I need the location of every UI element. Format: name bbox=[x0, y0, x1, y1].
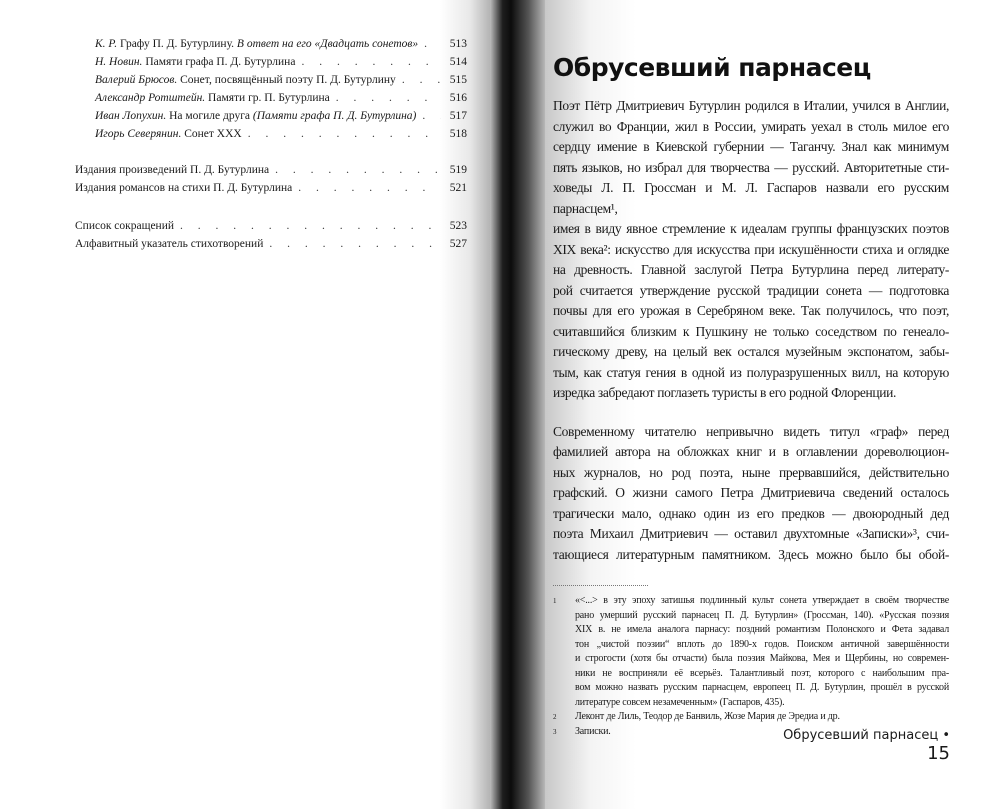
toc-title: Памяти графа П. Д. Бутурлина bbox=[145, 56, 296, 68]
text-line: рой считается утверждение русской традиции сонета — подготовка bbox=[553, 282, 949, 298]
page-number: 15 bbox=[927, 743, 950, 764]
toc-entry[interactable] bbox=[75, 235, 467, 253]
footnote-line: Записки. bbox=[575, 725, 611, 737]
footnote-line: рано умерший русский парнасец П. Д. Бутурлин» (Гроссман, 140). «Русская поэзия bbox=[575, 609, 949, 621]
toc-entry[interactable] bbox=[95, 71, 467, 89]
text-line: ных журналов, но род поэта, ныне прервавшийся, действительно bbox=[553, 464, 949, 480]
text-line: фамилией автора на обложках книг и в оглавлении дореволюцион- bbox=[553, 444, 949, 459]
text-line: считавшийся близким к Пушкину не только соседством по генеало- bbox=[553, 323, 949, 339]
text-line: на древность. Главной заслугой Петра Бутурлина перед литерату- bbox=[553, 262, 949, 277]
footnote-divider bbox=[553, 585, 648, 586]
toc-entry[interactable] bbox=[95, 53, 467, 71]
toc-title: На могиле друга bbox=[169, 110, 251, 122]
dot-leader bbox=[248, 125, 441, 143]
toc-entry-text bbox=[95, 89, 330, 107]
toc-entry[interactable] bbox=[95, 125, 467, 143]
toc-title: Сонет XXX bbox=[184, 128, 242, 140]
toc-page: 516 bbox=[449, 92, 467, 104]
chapter-column bbox=[553, 50, 949, 739]
dot-leader bbox=[422, 107, 441, 125]
toc-page: 515 bbox=[449, 74, 467, 86]
toc-title: Список сокращений bbox=[75, 220, 175, 232]
toc-entry[interactable] bbox=[75, 179, 467, 197]
toc-page: 521 bbox=[449, 182, 467, 194]
footnote bbox=[553, 710, 949, 725]
text-line: поэта Михаил Дмитриевич — оставил двухтомные «Записки»³, счи- bbox=[553, 526, 949, 541]
footer-bullet: • bbox=[942, 728, 950, 743]
toc-group-poems bbox=[95, 35, 467, 143]
text-line: трагически мало, однако один из его предков — двоюродный дед bbox=[553, 505, 949, 521]
toc-entry-text bbox=[95, 35, 418, 53]
toc-title: Графу П. Д. Бутурлину. bbox=[120, 38, 235, 50]
footnote-line: «<...> в эту эпоху затишья подлинный культ сонета утверждает в своём творчестве bbox=[575, 595, 949, 606]
toc-subtitle: (Памяти графа П. Д. Бутурлина) bbox=[252, 110, 417, 122]
footnote-line: ники не восприняли её всерьёз. Талантливый поэт, которого с наибольшим пра- bbox=[575, 667, 949, 679]
toc-entry-text bbox=[95, 107, 416, 125]
footnote-line: и строгости (хотя бы отчасти) была поэзия Майкова, Мея и Щербины, но современ- bbox=[575, 653, 949, 664]
toc-page: 518 bbox=[449, 128, 467, 140]
toc-title: Издания произведений П. Д. Бутурлина bbox=[75, 164, 270, 176]
toc-entry-text bbox=[95, 71, 396, 89]
toc-page: 519 bbox=[449, 164, 467, 176]
text-line: Поэт Пётр Дмитриевич Бутурлин родился в Италии, учился в Англии, bbox=[553, 98, 949, 113]
text-line: пять языков, но избрал для творчества — русский. Авторитетные сти- bbox=[553, 159, 949, 175]
footnote-text bbox=[575, 594, 949, 710]
text-line: почвы для его урожая в Серебряном веке. Так получилось, что поэт, bbox=[553, 303, 949, 318]
dot-leader bbox=[275, 161, 441, 179]
footnote-line: литературе совсем незамеченным» (Гаспаров, 435). bbox=[575, 696, 785, 708]
toc-entry[interactable] bbox=[75, 161, 467, 179]
toc-entry-text bbox=[75, 179, 292, 197]
text-line: сердцу имение в Киевской губернии — Таганчу. Знал как минимум bbox=[553, 139, 949, 154]
dot-leader bbox=[180, 217, 441, 235]
dot-leader bbox=[298, 179, 441, 197]
text-line: Современному читателю непривычно видеть титул «граф» перед bbox=[553, 423, 949, 439]
toc-entry[interactable] bbox=[75, 217, 467, 235]
text-line: графский. О жизни самого Петра Дмитриевича сведений осталось bbox=[553, 485, 949, 500]
page-footer bbox=[760, 728, 950, 764]
text-line: тающиеся литературным памятником. Здесь можно было бы обой- bbox=[553, 546, 949, 562]
toc-author: К. Р. bbox=[95, 38, 118, 50]
toc-entry-text bbox=[75, 235, 263, 253]
toc-title: Алфавитный указатель стихотворений bbox=[75, 238, 264, 250]
chapter-title: Обрусевший парнасец bbox=[553, 53, 871, 82]
toc-title: Издания романсов на стихи П. Д. Бутурлина bbox=[75, 182, 293, 194]
text-line: служил во Франции, жил в России, умирать уехал в столь милое его bbox=[553, 118, 949, 134]
toc-page: 513 bbox=[449, 38, 467, 50]
toc-page: 523 bbox=[449, 220, 467, 232]
paragraph-1 bbox=[553, 96, 949, 404]
toc-page: 527 bbox=[449, 238, 467, 250]
paragraph-2 bbox=[553, 422, 949, 566]
text-line: гическому древу, на целый век остался музейным экспонатом, забы- bbox=[553, 344, 949, 359]
toc-title: Сонет, посвящённый поэту П. Д. Бутурлину bbox=[180, 74, 396, 86]
text-line: тым, как статуя гения в одной из полуразрушенных вилл, на которую bbox=[553, 364, 949, 380]
text-line: ховеды Л. П. Гроссман и М. Л. Гаспаров назвали его русским парнасцем¹, bbox=[553, 180, 949, 216]
footnotes bbox=[553, 594, 949, 739]
toc-author: Игорь Северянин. bbox=[95, 128, 182, 140]
text-line: имея в виду явное стремление к идеалам группы французских поэтов bbox=[553, 221, 949, 236]
toc-page: 517 bbox=[449, 110, 467, 122]
running-title: Обрусевший парнасец bbox=[783, 728, 939, 743]
toc-entry[interactable] bbox=[95, 89, 467, 107]
toc-entry-text bbox=[75, 161, 269, 179]
toc-author: Александр Ротштейн. bbox=[95, 92, 206, 104]
footnote-line: Леконт де Лиль, Теодор де Банвиль, Жозе Мария де Эредиа и др. bbox=[575, 711, 840, 722]
text-line: XIX века²: искусство для искусства при искушённости стиха и оглядке bbox=[553, 241, 949, 257]
footnote bbox=[553, 594, 949, 710]
toc-subtitle: В ответ на его «Двадцать сонетов» bbox=[236, 38, 419, 50]
dot-leader bbox=[269, 235, 441, 253]
toc-entry-text bbox=[75, 217, 174, 235]
toc-author: Н. Новин. bbox=[95, 56, 143, 68]
footnote-number: 1 bbox=[553, 597, 557, 605]
toc-author: Иван Лопухин. bbox=[95, 110, 167, 122]
toc-group-indexes bbox=[75, 217, 467, 253]
toc-entry-text bbox=[95, 125, 242, 143]
footnote-number: 2 bbox=[553, 713, 557, 721]
toc-entry[interactable] bbox=[95, 107, 467, 125]
toc-entry[interactable] bbox=[95, 35, 467, 53]
toc-title: Памяти гр. П. Бутурлина bbox=[208, 92, 330, 104]
toc-group-editions bbox=[75, 161, 467, 197]
dot-leader bbox=[402, 71, 441, 89]
text-line: изредка забредают поглазеть туристы в его родной Флоренции. bbox=[553, 385, 897, 400]
toc-author: Валерий Брюсов. bbox=[95, 74, 178, 86]
footnote-line: вом можно назвать русским парнасцем, европеец П. Д. Бутурлин, прошёл в русской bbox=[575, 682, 949, 693]
dot-leader bbox=[424, 35, 441, 53]
toc-entry-text bbox=[95, 53, 295, 71]
dot-leader bbox=[336, 89, 441, 107]
footnote-text bbox=[575, 710, 949, 725]
toc-page: 514 bbox=[449, 56, 467, 68]
footnote-line: тон „чистой поэзии“ вплоть до 1890-х годов. Поиском античной завершённости bbox=[575, 638, 949, 650]
dot-leader bbox=[301, 53, 441, 71]
footnote-number: 3 bbox=[553, 727, 557, 736]
footnote-line: XIX в. не имела аналога парнасу: поздний романтизм Полонского и Фета задавал bbox=[575, 624, 949, 635]
